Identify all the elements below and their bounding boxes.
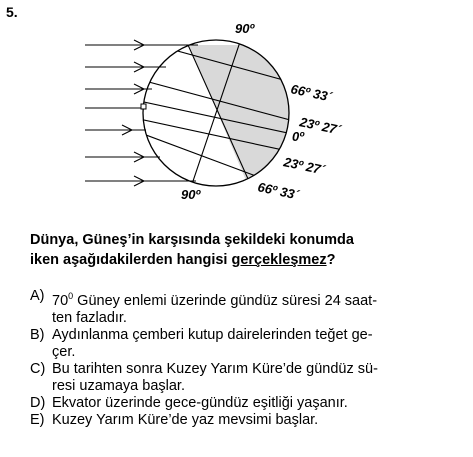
option-text (52, 327, 450, 361)
option-e-text-1: Kuzey Yarım Küre’de yaz mevsimi başlar. (52, 411, 319, 428)
option-d[interactable] (30, 395, 450, 412)
earth-sun-diagram (0, 0, 473, 225)
stem-line-2-text: iken aşağıdakilerden hangisi (30, 252, 232, 268)
option-label: E) (30, 411, 45, 428)
option-c[interactable] (30, 361, 450, 395)
option-b[interactable] (30, 327, 450, 361)
label-23-south: 23º 27´ (282, 154, 327, 178)
option-label: D) (30, 394, 46, 411)
stem-emphasis: gerçekleşmez (231, 252, 327, 268)
question-number: 5. (6, 4, 18, 20)
label-equator: 0º (292, 129, 304, 144)
option-text (52, 412, 450, 429)
option-a-degree: 0 (68, 291, 74, 301)
option-b-text-1: Aydınlanma çemberi kutup dairelerinden teğet ge- (52, 326, 373, 343)
question-stem (30, 230, 450, 270)
option-a-number: 70 (52, 292, 69, 309)
option-text (52, 395, 450, 412)
stem-question-mark: ? (326, 252, 336, 268)
option-c-text-2: resi uzamaya başlar. (52, 377, 185, 394)
option-label: B) (30, 326, 45, 343)
answer-options (30, 288, 450, 429)
stem-line-1: Dünya, Güneş’in karşısında şekildeki konumda (30, 232, 354, 248)
option-d-text-1: Ekvator üzerinde gece-gündüz eşitliği yaşanır. (52, 394, 348, 411)
option-label: C) (30, 360, 46, 377)
right-angle-marker (141, 104, 146, 109)
option-text (52, 361, 450, 395)
label-66-north: 66º 33´ (289, 81, 334, 105)
label-top-90: 90º (235, 21, 255, 36)
label-66-south: 66º 33´ (256, 179, 301, 203)
label-23-north: 23º 27´ (298, 114, 343, 138)
sun-rays (85, 40, 198, 186)
option-e[interactable] (30, 412, 450, 429)
option-label: A) (30, 288, 45, 304)
option-a-text-1: Güney enlemi üzerinde gündüz süresi 24 saat- (73, 292, 378, 309)
option-c-text-1: Bu tarihten sonra Kuzey Yarım Küre’de gündüz sü- (52, 360, 378, 377)
label-bottom-90: 90º (181, 187, 201, 202)
option-a-text-2: ten fazladır. (52, 309, 127, 326)
option-text (52, 288, 450, 327)
option-b-text-2: çer. (52, 343, 76, 360)
option-a[interactable] (30, 288, 450, 327)
stem-line-2 (30, 250, 450, 270)
